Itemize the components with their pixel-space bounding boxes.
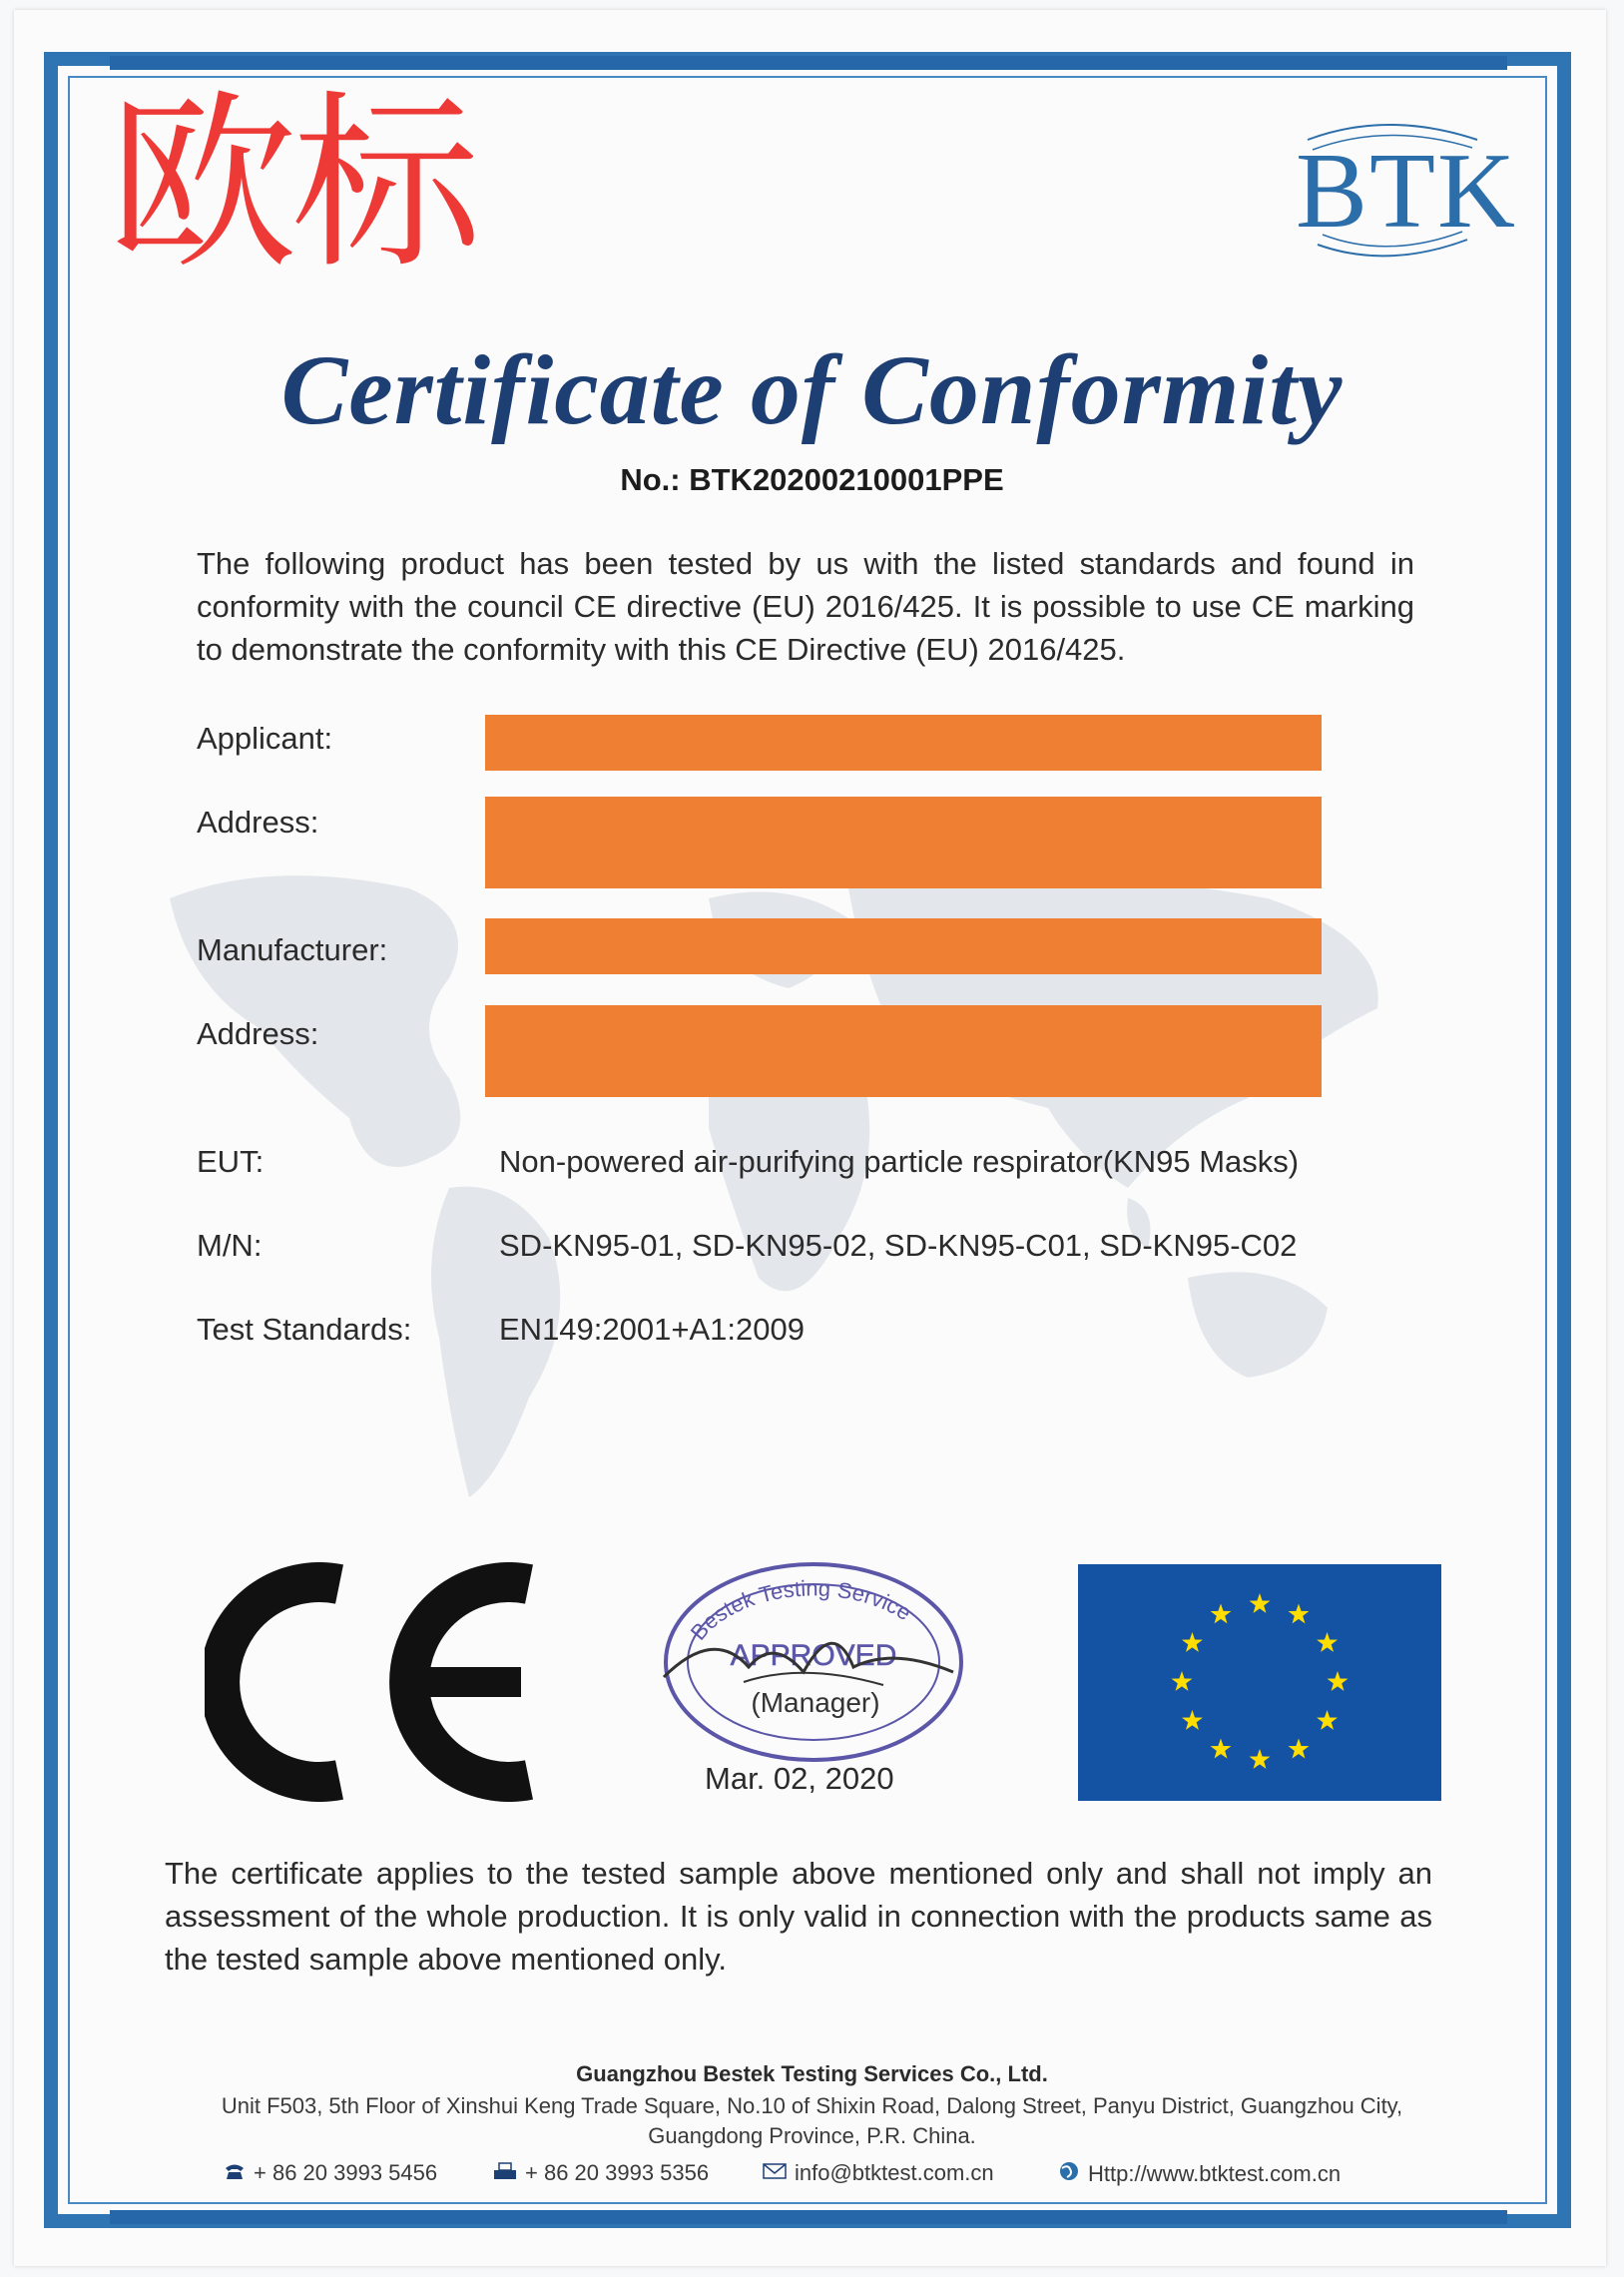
intro-paragraph: The following product has been tested by us with the listed standards and found in conformity with the council CE directive (EU) 2016/425. It is possible to use CE marking to demonstrate the conformity with this CE Directive (EU) 2016/425.	[197, 546, 1414, 667]
eu-star-icon	[1250, 1593, 1271, 1613]
footer-fax	[493, 2160, 709, 2186]
footer-address: Unit F503, 5th Floor of Xinshui Keng Trade Square, No.10 of Shixin Road, Dalong Street, Panyu District, Guangzhou City, Guangdong Province, P.R. China.	[221, 2093, 1403, 2148]
eu-star-icon	[1250, 1749, 1271, 1769]
footer-company-name: Guangzhou Bestek Testing Services Co., Ltd.	[576, 2061, 1048, 2086]
footer-email[interactable]	[763, 2160, 994, 2186]
manufacturer-label: Manufacturer:	[197, 932, 388, 967]
fax-icon	[493, 2160, 517, 2186]
footer-website-text[interactable]: Http://www.btktest.com.cn	[1088, 2161, 1342, 2186]
certificate-title: Certificate of Conformity	[280, 334, 1344, 445]
frame-bottom-band	[110, 2210, 1507, 2224]
footer-phone	[224, 2160, 437, 2186]
address-label: Address:	[197, 805, 319, 840]
disclaimer-paragraph: The certificate applies to the tested sample above mentioned only and shall not imply an assessment of the whole production. It is only valid in connection with the products same as the tested sample above mentioned only.	[165, 1856, 1432, 1977]
seal-approved-text: APPROVED	[730, 1639, 897, 1672]
address-redaction	[485, 797, 1322, 888]
seal-ring-text: Bestek Testing Service	[685, 1575, 916, 1645]
footer-website[interactable]	[1058, 2160, 1341, 2188]
btk-logo: BTK	[1296, 132, 1517, 251]
mn-value: SD-KN95-01, SD-KN95-02, SD-KN95-C01, SD-KN95-C02	[499, 1228, 1298, 1263]
mn-label: M/N:	[197, 1228, 263, 1263]
applicant-label: Applicant:	[197, 721, 333, 756]
approval-seal-icon	[654, 1557, 973, 1777]
manufacturer-address-label: Address:	[197, 1016, 319, 1051]
eu-star-icon	[1289, 1603, 1310, 1623]
eu-star-icon	[1328, 1671, 1349, 1691]
footer-email-text[interactable]: info@btktest.com.cn	[795, 2160, 994, 2185]
eu-star-icon	[1289, 1739, 1310, 1759]
frame-top-band	[110, 56, 1507, 70]
footer-phone-text: + 86 20 3993 5456	[254, 2160, 438, 2185]
phone-icon	[224, 2160, 246, 2186]
ce-mark-icon	[205, 1562, 539, 1802]
email-icon	[763, 2160, 787, 2186]
eu-star-icon	[1317, 1710, 1338, 1730]
eu-stars-icon	[1078, 1564, 1441, 1801]
eu-star-icon	[1211, 1739, 1232, 1759]
standards-label: Test Standards:	[197, 1312, 412, 1347]
eut-label: EUT:	[197, 1144, 265, 1179]
certificate-number: No.: BTK20200210001PPE	[620, 462, 1004, 497]
standards-value: EN149:2001+A1:2009	[499, 1312, 805, 1347]
applicant-redaction	[485, 715, 1322, 771]
manufacturer-redaction	[485, 918, 1322, 974]
eu-star-icon	[1317, 1632, 1338, 1652]
eu-flag	[1078, 1564, 1441, 1801]
globe-icon	[1058, 2160, 1080, 2188]
eu-star-icon	[1211, 1603, 1232, 1623]
eut-value: Non-powered air-purifying particle respirator(KN95 Masks)	[499, 1144, 1300, 1179]
eu-star-icon	[1182, 1710, 1203, 1730]
eu-star-icon	[1172, 1671, 1193, 1691]
eu-standard-stamp: 欧标	[108, 74, 476, 294]
manufacturer-address-redaction	[485, 1005, 1322, 1097]
seal-role-text: (Manager)	[751, 1687, 880, 1718]
footer-fax-text: + 86 20 3993 5356	[525, 2160, 710, 2185]
eu-star-icon	[1182, 1632, 1203, 1652]
approval-date: Mar. 02, 2020	[705, 1761, 894, 1796]
